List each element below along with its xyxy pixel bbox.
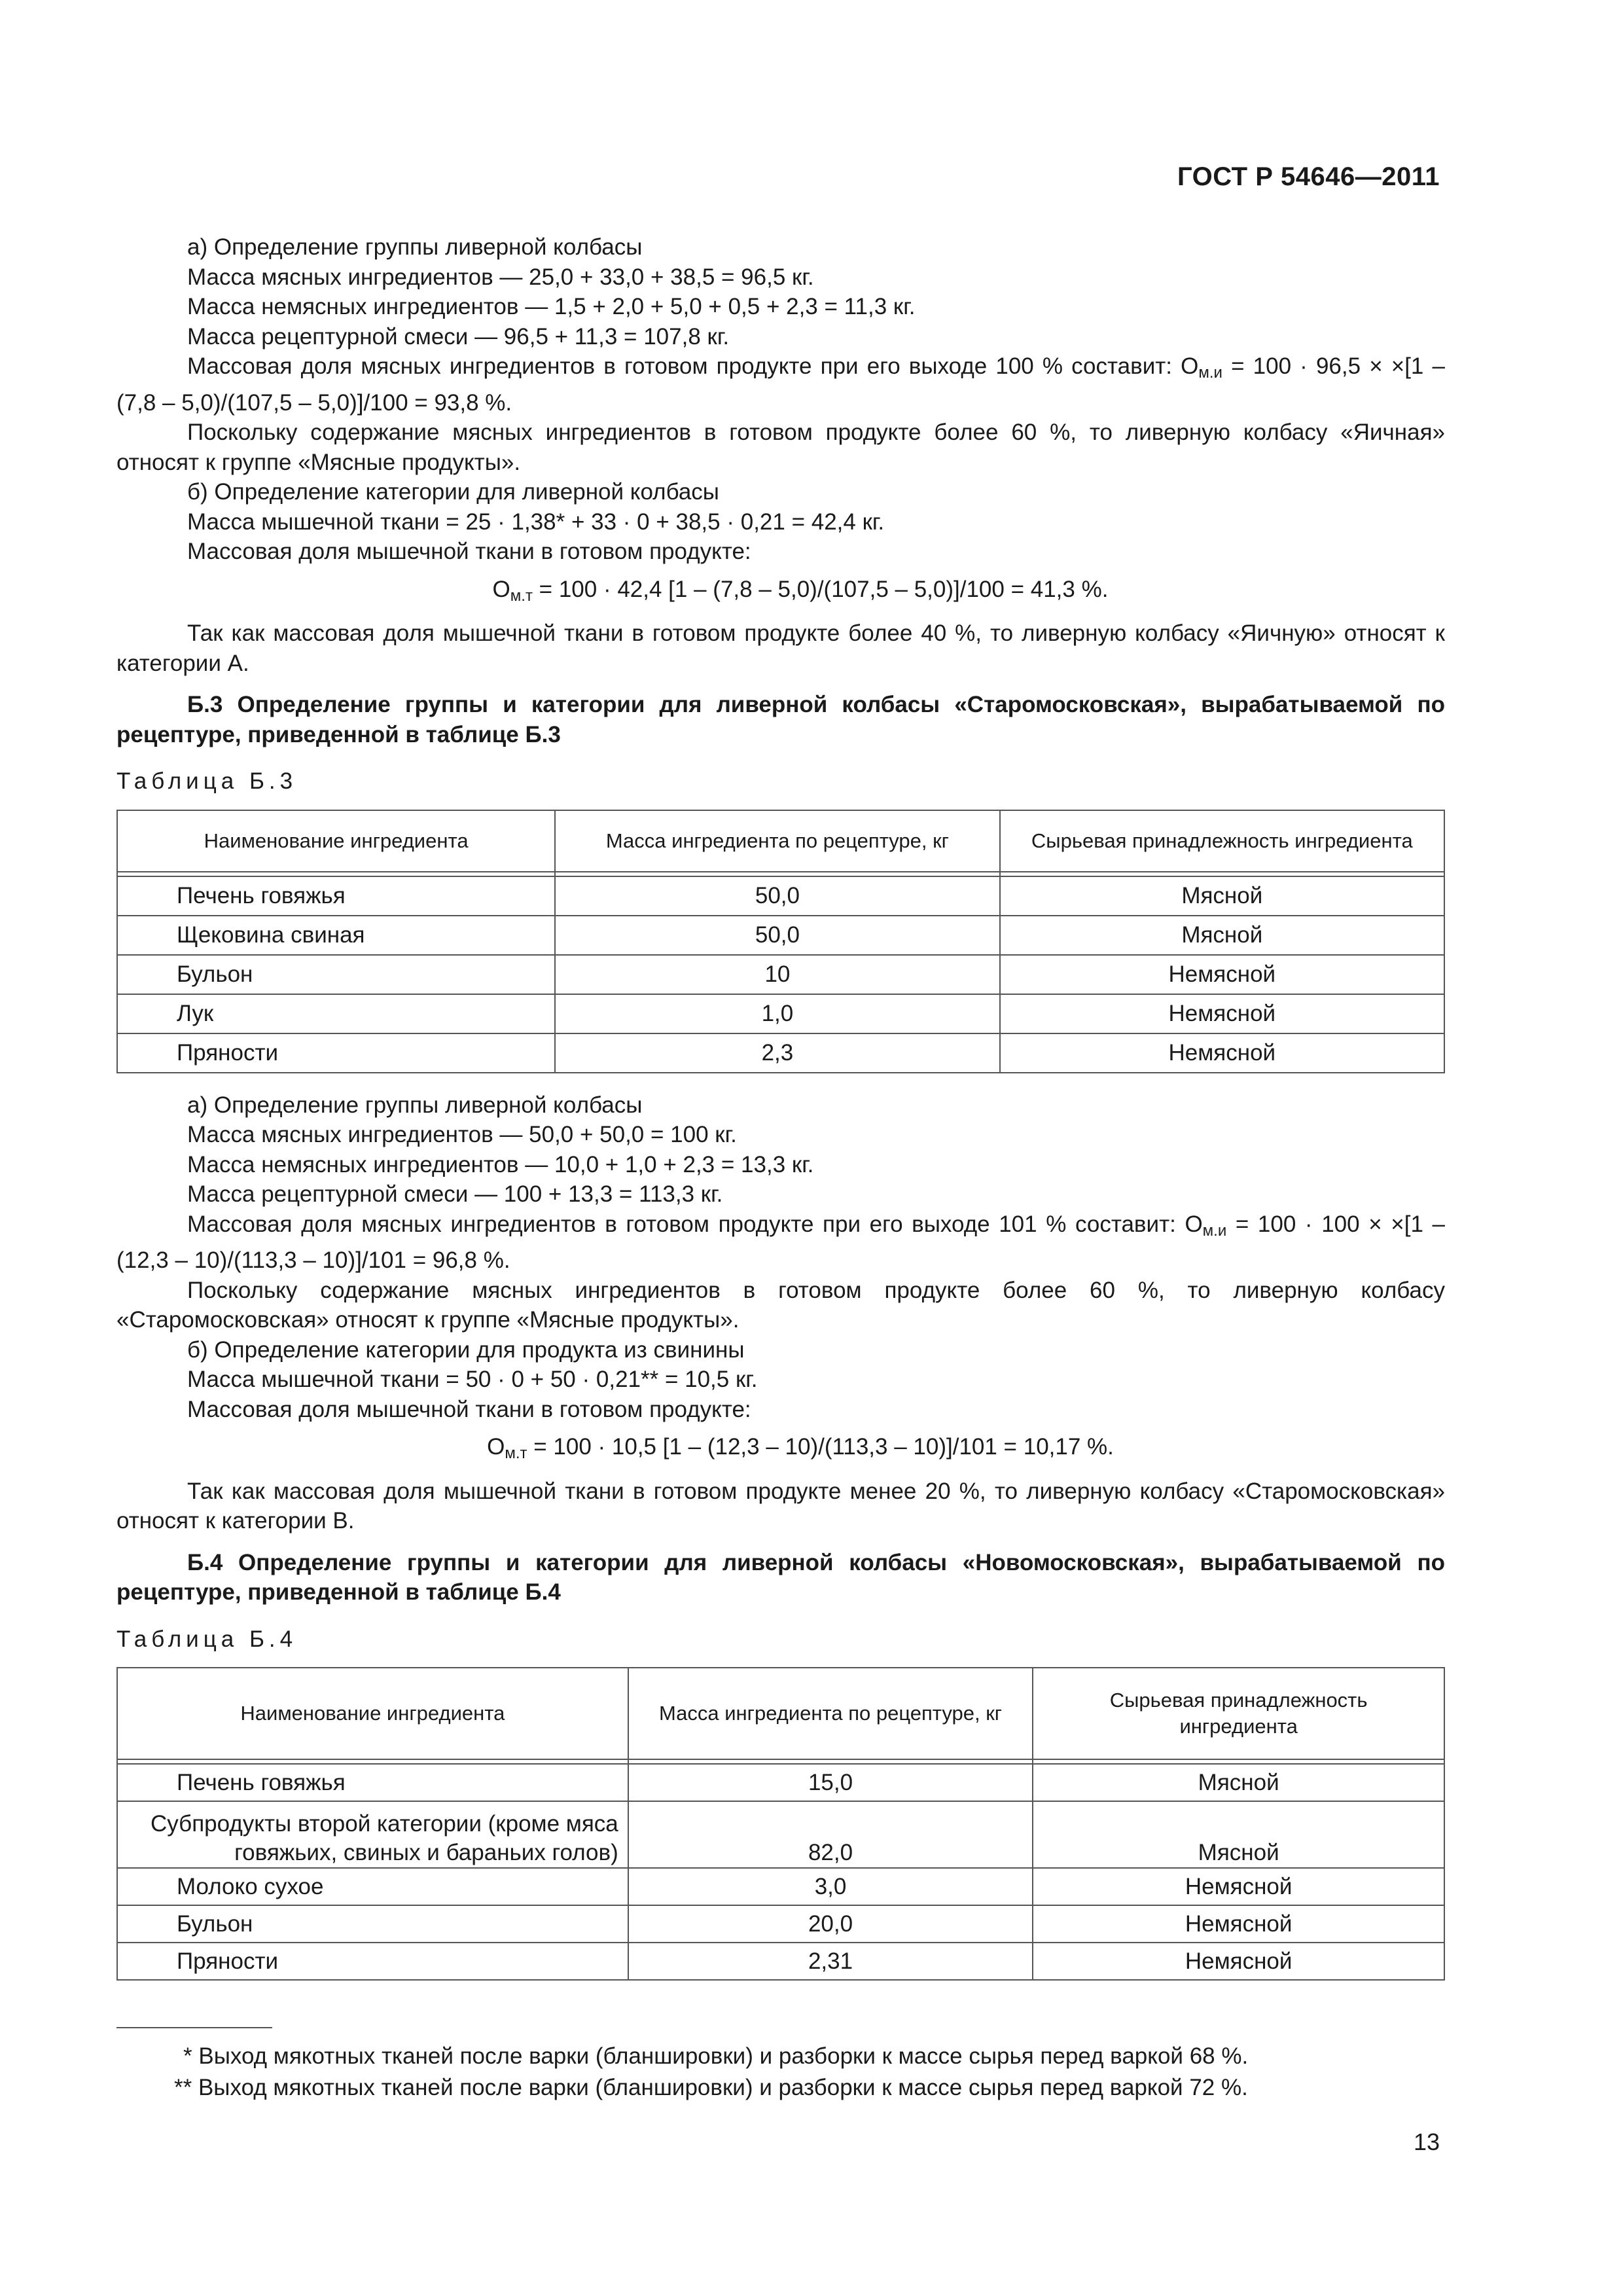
table-caption-b3: Таблица Б.3	[116, 768, 298, 794]
column-header: Масса ингредиента по рецептуре, кг	[555, 810, 999, 872]
document-number: ГОСТ Р 54646—2011	[1177, 162, 1440, 191]
table-row: Печень говяжья 50,0 Мясной	[117, 876, 1444, 916]
subsection-title: б) Определение категории для продукта из свинины	[187, 1336, 745, 1363]
table-row: Бульон 20,0 Немясной	[117, 1905, 1444, 1943]
calc-line: Масса мясных ингредиентов — 25,0 + 33,0 + 38,5 = 96,5 кг.	[187, 264, 814, 290]
formula: $О_{м.т} = 100 \cdot 42,4$ [1 – (7,8 – 5,0)/(107,5 – 5,0)]/100 = 41,3 %.	[492, 576, 1109, 605]
calc-line: Масса мышечной ткани = 50 · 0 + 50 · 0,21** = 10,5 кг.	[187, 1367, 758, 1392]
footnote: ** Выход мякотных тканей после варки (бланшировки) и разборки к массе сырья перед варкой 72 %.	[174, 2075, 1248, 2100]
table-row: Лук 1,0 Немясной	[117, 994, 1444, 1033]
table-row: Пряности 2,31 Немясной	[117, 1943, 1444, 1980]
table-row: Молоко сухое 3,0 Немясной	[117, 1868, 1444, 1905]
table-row: Щековина свиная 50,0 Мясной	[117, 916, 1444, 955]
group-conclusion: Поскольку содержание мясных ингредиентов в готовом продукте более 60 %, то ливерную колбасу «Старомосковская» относят к группе «Мясные продукты».	[116, 1277, 1445, 1333]
calc-line: Масса рецептурной смеси — 96,5 + 11,3 = 107,8 кг.	[187, 323, 730, 350]
calc-line: Масса рецептурной смеси — 100 + 13,3 = 113,3 кг.	[187, 1181, 723, 1207]
calc-line: Масса мышечной ткани = 25 · 1,38* + 33 · 0 + 38,5 · 0,21 = 42,4 кг.	[187, 509, 885, 535]
subsection-title: а) Определение группы ливерной колбасы	[187, 234, 643, 260]
table-b3	[116, 810, 1445, 1073]
category-conclusion: Так как массовая доля мышечной ткани в готовом продукте менее 20 %, то ливерную колбасу «Старомосковская» относят к категории В.	[116, 1478, 1445, 1534]
footnote-divider	[116, 2027, 272, 2028]
table-row: Печень говяжья 15,0 Мясной	[117, 1764, 1444, 1801]
table-row: Бульон 10 Немясной	[117, 955, 1444, 994]
column-header: Сырьевая принадлежность ингредиента	[1000, 810, 1444, 872]
calc-line: Масса мясных ингредиентов — 50,0 + 50,0 = 100 кг.	[187, 1122, 737, 1147]
footnote: * Выход мякотных тканей после варки (бланшировки) и разборки к массе сырья перед варкой 68 %.	[183, 2043, 1249, 2069]
table-row: Субпродукты второй категории (кроме мяса говяжьих, свиных и бараньих голов) 82,0 Мясной	[117, 1801, 1444, 1868]
table-caption-b4: Таблица Б.4	[116, 1626, 298, 1652]
section-heading-b3: Б.3 Определение группы и категории для ливерной колбасы «Старомосковская», вырабатываемой по рецептуре, приведенной в таблице Б.3	[116, 692, 1445, 747]
section-heading-b4: Б.4 Определение группы и категории для ливерной колбасы «Новомосковская», вырабатываемой по рецептуре, приведенной в таблице Б.4	[116, 1549, 1445, 1605]
column-header: Масса ингредиента по рецептуре, кг	[628, 1668, 1033, 1759]
subsection-title: б) Определение категории для ливерной колбасы	[187, 479, 719, 505]
column-header: Наименование ингредиента	[117, 810, 555, 872]
formula: $О_{м.т} = 100 \cdot 10,5$ [1 – (12,3 – 10)/(113,3 – 10)]/101 = 10,17 %.	[487, 1434, 1114, 1462]
table-b4	[116, 1667, 1445, 1981]
page-number: 13	[1413, 2128, 1440, 2155]
subsection-title: а) Определение группы ливерной колбасы	[187, 1092, 643, 1118]
column-header: Сырьевая принадлежность ингредиента	[1033, 1668, 1444, 1759]
calc-line: Масса немясных ингредиентов — 10,0 + 1,0 + 2,3 = 13,3 кг.	[187, 1151, 814, 1177]
calc-line: Массовая доля мышечной ткани в готовом продукте:	[187, 1396, 751, 1422]
mass-share-paragraph: Массовая доля мясных ингредиентов в готовом продукте при его выходе 100 % составит: $О_{м.и} = 100 \cdot 96,5 \times \times[1 - (7,8 - 5,0)/(107,5 - 5,0)]/100 = 93,8$ %.	[116, 353, 1445, 416]
calc-line: Массовая доля мышечной ткани в готовом продукте:	[187, 539, 751, 564]
footnotes	[116, 2041, 1445, 2104]
page-content	[116, 232, 1445, 1998]
category-conclusion: Так как массовая доля мышечной ткани в готовом продукте более 40 %, то ливерную колбасу «Яичную» относят к категории А.	[116, 620, 1445, 676]
column-header: Наименование ингредиента	[117, 1668, 628, 1759]
mass-share-paragraph: Массовая доля мясных ингредиентов в готовом продукте при его выходе 101 % составит: $О_{м.и} = 100 \cdot 100 \times \times[1 - (12,3 - 10)/(113,3 - 10)]/101 = 96,8$ %.	[116, 1211, 1445, 1273]
calc-line: Масса немясных ингредиентов — 1,5 + 2,0 + 5,0 + 0,5 + 2,3 = 11,3 кг.	[187, 294, 916, 319]
table-row: Пряности 2,3 Немясной	[117, 1033, 1444, 1073]
group-conclusion: Поскольку содержание мясных ингредиентов в готовом продукте более 60 %, то ливерную колбасу «Яичная» относят к группе «Мясные продукты».	[116, 420, 1445, 475]
